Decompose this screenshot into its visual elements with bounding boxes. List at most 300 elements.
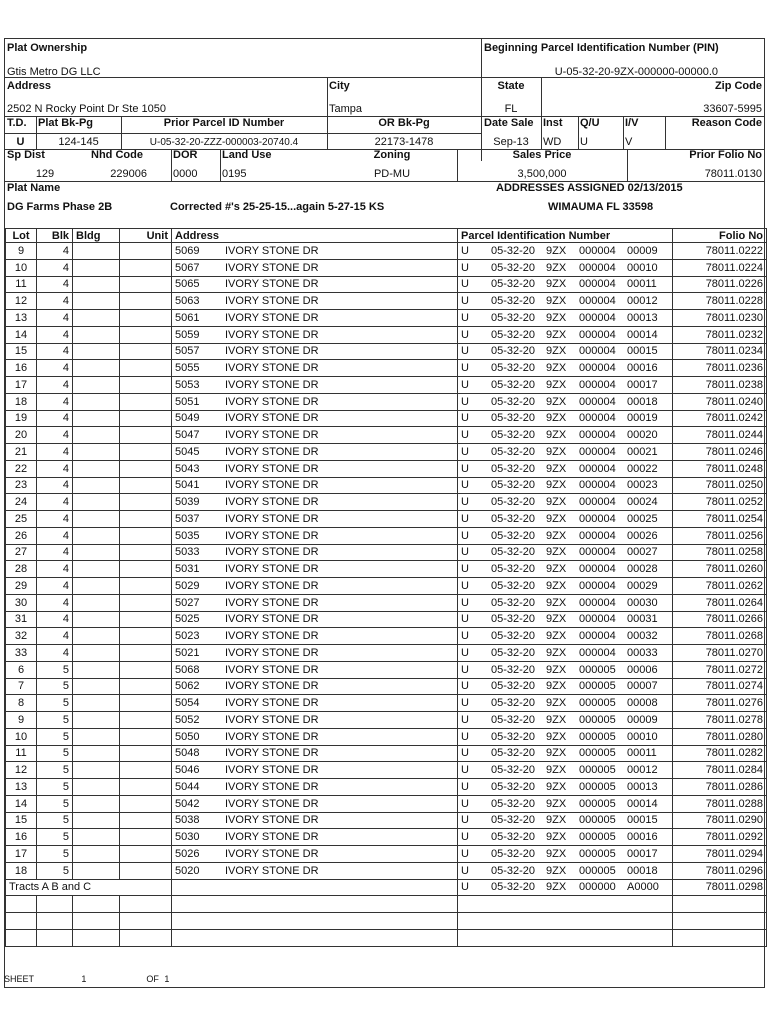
pin-cell [458, 310, 673, 327]
bldg-cell [73, 427, 120, 444]
street-name: IVORY STONE DR [225, 244, 319, 257]
blk-cell: 4 [37, 494, 73, 511]
bldg-cell [73, 812, 120, 829]
empty-cell [6, 913, 37, 930]
folio-cell: 78011.0224 [673, 259, 767, 276]
pin-lot: 00023 [627, 479, 658, 492]
street-name: IVORY STONE DR [225, 797, 319, 810]
blk-cell: 4 [37, 377, 73, 394]
pin-cell [458, 460, 673, 477]
lot-cell: 18 [6, 862, 37, 879]
pin-cell [458, 276, 673, 293]
pin-td: U [461, 596, 469, 609]
address-cell [172, 243, 458, 260]
empty-cell [172, 913, 458, 930]
pin-td: U [461, 512, 469, 525]
pin-cell [458, 846, 673, 863]
sheet-number: 1 [81, 974, 87, 984]
table-row [6, 762, 767, 779]
blk-cell: 4 [37, 310, 73, 327]
address-number: 5065 [175, 278, 200, 291]
table-row [6, 745, 767, 762]
bldg-cell [73, 594, 120, 611]
bldg-cell [73, 259, 120, 276]
blk-cell: 4 [37, 259, 73, 276]
pin-section: 05-32-20 [491, 764, 536, 777]
pin-td: U [461, 261, 469, 274]
bldg-cell [73, 477, 120, 494]
pin-section: 05-32-20 [491, 646, 536, 659]
table-header-row [6, 229, 767, 243]
address-cell [172, 678, 458, 695]
blk-cell: 4 [37, 578, 73, 595]
pin-subdivision: 9ZX [546, 864, 567, 877]
pin-block: 000004 [579, 378, 616, 391]
empty-cell [673, 896, 767, 913]
empty-cell [172, 896, 458, 913]
pin-subdivision: 9ZX [546, 445, 567, 458]
pin-block: 000005 [579, 713, 616, 726]
pin-cell [458, 259, 673, 276]
unit-cell [120, 846, 172, 863]
of-number: 1 [164, 974, 170, 984]
address-cell [172, 762, 458, 779]
pin-cell [458, 393, 673, 410]
pin-subdivision: 9ZX [546, 730, 567, 743]
bldg-cell [73, 527, 120, 544]
pin-subdivision: 9ZX [546, 680, 567, 693]
empty-cell [37, 913, 73, 930]
table-row [6, 594, 767, 611]
pin-lot: 00021 [627, 445, 658, 458]
of-label: OF [146, 974, 159, 984]
address-cell [172, 645, 458, 662]
folio-cell: 78011.0290 [673, 812, 767, 829]
street-name: IVORY STONE DR [225, 328, 319, 341]
pin-section: 05-32-20 [491, 529, 536, 542]
address-number: 5045 [175, 445, 200, 458]
pin-lot: 00022 [627, 462, 658, 475]
address-number: 5023 [175, 630, 200, 643]
unit-cell [120, 661, 172, 678]
folio-cell: 78011.0292 [673, 829, 767, 846]
bldg-cell [73, 494, 120, 511]
pin-section: 05-32-20 [491, 697, 536, 710]
zip-label: Zip Code [714, 80, 762, 92]
unit-cell [120, 745, 172, 762]
unit-cell [120, 728, 172, 745]
empty-cell [120, 896, 172, 913]
lot-cell: 22 [6, 460, 37, 477]
folio-cell: 78011.0246 [673, 444, 767, 461]
pin-td: U [461, 546, 469, 559]
folio-cell: 78011.0238 [673, 377, 767, 394]
pin-td: U [461, 395, 469, 408]
pin-lot: 00009 [627, 713, 658, 726]
pin-subdivision: 9ZX [546, 780, 567, 793]
address-cell [172, 343, 458, 360]
pin-section: 05-32-20 [491, 479, 536, 492]
lot-cell: 17 [6, 846, 37, 863]
pin-cell [458, 745, 673, 762]
address-number: 5042 [175, 797, 200, 810]
folio-cell: 78011.0228 [673, 293, 767, 310]
blk-cell: 4 [37, 594, 73, 611]
unit-cell [120, 628, 172, 645]
pin-lot: 00032 [627, 630, 658, 643]
pin-section: 05-32-20 [491, 295, 536, 308]
pin-subdivision: 9ZX [546, 479, 567, 492]
owner-zip: 33607-5995 [703, 103, 762, 115]
pin-section: 05-32-20 [491, 730, 536, 743]
table-row [6, 511, 767, 528]
pin-cell [458, 661, 673, 678]
lot-cell: 27 [6, 544, 37, 561]
lot-cell: 25 [6, 511, 37, 528]
lot-cell: 21 [6, 444, 37, 461]
pin-block: 000005 [579, 831, 616, 844]
pin-cell [458, 645, 673, 662]
address-cell [172, 661, 458, 678]
col-pin-header: Parcel Identification Number [458, 229, 673, 243]
pin-block: 000004 [579, 311, 616, 324]
pin-td: U [461, 311, 469, 324]
lot-cell: 17 [6, 377, 37, 394]
pin-block: 000005 [579, 780, 616, 793]
pin-subdivision: 9ZX [546, 529, 567, 542]
pin-subdivision: 9ZX [546, 596, 567, 609]
bldg-cell [73, 695, 120, 712]
pin-cell [458, 594, 673, 611]
bldg-cell [73, 310, 120, 327]
address-number: 5026 [175, 847, 200, 860]
pin-block: 000004 [579, 529, 616, 542]
empty-cell [458, 913, 673, 930]
table-row [6, 243, 767, 260]
folio-cell: 78011.0298 [673, 879, 767, 896]
pin-section: 05-32-20 [491, 797, 536, 810]
table-row [6, 460, 767, 477]
unit-cell [120, 259, 172, 276]
bldg-cell [73, 678, 120, 695]
address-cell [172, 578, 458, 595]
table-row [6, 444, 767, 461]
bldg-cell [73, 745, 120, 762]
address-cell [172, 494, 458, 511]
street-name: IVORY STONE DR [225, 764, 319, 777]
folio-cell: 78011.0250 [673, 477, 767, 494]
pin-section: 05-32-20 [491, 462, 536, 475]
unit-cell [120, 795, 172, 812]
city-state-zip: WIMAUMA FL 33598 [548, 201, 654, 213]
col-unit-header: Unit [120, 229, 172, 243]
address-number: 5029 [175, 579, 200, 592]
pin-section: 05-32-20 [491, 378, 536, 391]
pin-td: U [461, 780, 469, 793]
lot-cell: 12 [6, 762, 37, 779]
pin-section: 05-32-20 [491, 496, 536, 509]
pin-subdivision: 9ZX [546, 663, 567, 676]
qu-value: U [580, 136, 588, 148]
pin-cell [458, 377, 673, 394]
pin-subdivision: 9ZX [546, 278, 567, 291]
plat-bkpg-label: Plat Bk-Pg [38, 117, 94, 129]
pin-subdivision: 9ZX [546, 646, 567, 659]
pin-cell [458, 544, 673, 561]
pin-block: 000005 [579, 730, 616, 743]
plat-sheet [4, 38, 765, 988]
blk-cell: 4 [37, 293, 73, 310]
table-row [6, 494, 767, 511]
address-number: 5061 [175, 311, 200, 324]
blk-cell: 5 [37, 779, 73, 796]
table-row [6, 695, 767, 712]
table-row [6, 561, 767, 578]
parcel-table [5, 228, 767, 947]
pin-td: U [461, 663, 469, 676]
street-name: IVORY STONE DR [225, 831, 319, 844]
pin-cell [458, 427, 673, 444]
table-row [6, 544, 767, 561]
pin-section: 05-32-20 [491, 261, 536, 274]
lot-cell: 12 [6, 293, 37, 310]
street-name: IVORY STONE DR [225, 780, 319, 793]
table-row [6, 712, 767, 729]
pin-lot: 00017 [627, 847, 658, 860]
address-cell [172, 829, 458, 846]
pin-cell [458, 695, 673, 712]
pin-td: U [461, 412, 469, 425]
col-bldg-header: Bldg [73, 229, 120, 243]
pin-td: U [461, 797, 469, 810]
pin-section: 05-32-20 [491, 412, 536, 425]
pin-lot: 00016 [627, 831, 658, 844]
folio-cell: 78011.0276 [673, 695, 767, 712]
street-name: IVORY STONE DR [225, 579, 319, 592]
address-number: 5069 [175, 244, 200, 257]
lot-cell: 16 [6, 360, 37, 377]
pin-section: 05-32-20 [491, 311, 536, 324]
pin-section: 05-32-20 [491, 847, 536, 860]
empty-cell [673, 913, 767, 930]
bldg-cell [73, 762, 120, 779]
pin-subdivision: 9ZX [546, 546, 567, 559]
table-row [6, 310, 767, 327]
empty-cell [673, 929, 767, 946]
land-use-value: 0195 [222, 168, 247, 180]
folio-cell: 78011.0280 [673, 728, 767, 745]
address-cell [172, 444, 458, 461]
folio-cell: 78011.0254 [673, 511, 767, 528]
correction-note: Corrected #'s 25-25-15...again 5-27-15 KS [170, 201, 385, 213]
table-row [6, 527, 767, 544]
blk-cell: 5 [37, 728, 73, 745]
lot-cell: 11 [6, 276, 37, 293]
address-cell [172, 276, 458, 293]
unit-cell [120, 678, 172, 695]
blk-cell: 4 [37, 444, 73, 461]
col-blk-header: Blk [37, 229, 73, 243]
address-cell [172, 594, 458, 611]
date-sale-value: Sep-13 [493, 136, 529, 148]
street-name: IVORY STONE DR [225, 697, 319, 710]
street-name: IVORY STONE DR [225, 713, 319, 726]
address-number: 5027 [175, 596, 200, 609]
unit-cell [120, 594, 172, 611]
lot-cell: 13 [6, 779, 37, 796]
pin-lot: 00029 [627, 579, 658, 592]
pin-cell [458, 678, 673, 695]
sales-price-label: Sales Price [512, 149, 572, 161]
pin-block: 000004 [579, 646, 616, 659]
table-row [6, 578, 767, 595]
address-number: 5025 [175, 613, 200, 626]
bldg-cell [73, 293, 120, 310]
bldg-cell [73, 712, 120, 729]
address-cell [172, 410, 458, 427]
address-cell [172, 795, 458, 812]
table-row [6, 862, 767, 879]
pin-td: U [461, 445, 469, 458]
street-name: IVORY STONE DR [225, 311, 319, 324]
pin-subdivision: 9ZX [546, 345, 567, 358]
unit-cell [120, 360, 172, 377]
blk-cell: 4 [37, 628, 73, 645]
bldg-cell [73, 444, 120, 461]
address-number: 5057 [175, 345, 200, 358]
pin-cell [458, 879, 673, 896]
street-name: IVORY STONE DR [225, 479, 319, 492]
unit-cell [120, 695, 172, 712]
lot-cell: 15 [6, 343, 37, 360]
blk-cell: 4 [37, 477, 73, 494]
table-row [6, 779, 767, 796]
or-bkpg-label: OR Bk-Pg [378, 117, 430, 129]
inst-label: Inst [543, 117, 563, 129]
empty-cell [120, 929, 172, 946]
table-row [6, 410, 767, 427]
blk-cell: 4 [37, 243, 73, 260]
pin-block: 000004 [579, 345, 616, 358]
street-name: IVORY STONE DR [225, 847, 319, 860]
bldg-cell [73, 276, 120, 293]
td-value: U [16, 136, 25, 148]
lot-cell: 8 [6, 695, 37, 712]
address-cell [172, 745, 458, 762]
owner-name: Gtis Metro DG LLC [7, 66, 101, 78]
pin-lot: 00020 [627, 429, 658, 442]
lot-cell: 28 [6, 561, 37, 578]
bldg-cell [73, 343, 120, 360]
pin-cell [458, 795, 673, 812]
address-cell [172, 779, 458, 796]
table-row [6, 276, 767, 293]
empty-row [6, 913, 767, 930]
address-number: 5038 [175, 814, 200, 827]
plat-name-label: Plat Name [7, 182, 61, 194]
pin-block: 000004 [579, 244, 616, 257]
address-number: 5031 [175, 563, 200, 576]
pin-lot: 00008 [627, 697, 658, 710]
plat-bkpg-value: 124-145 [58, 136, 99, 148]
table-row [6, 393, 767, 410]
pin-block: 000004 [579, 596, 616, 609]
pin-subdivision: 9ZX [546, 847, 567, 860]
state-label: State [497, 80, 525, 92]
folio-cell: 78011.0282 [673, 745, 767, 762]
blk-cell: 4 [37, 511, 73, 528]
bldg-cell [73, 645, 120, 662]
blk-cell: 4 [37, 410, 73, 427]
folio-cell: 78011.0274 [673, 678, 767, 695]
street-name: IVORY STONE DR [225, 378, 319, 391]
pin-subdivision: 9ZX [546, 429, 567, 442]
empty-cell [37, 929, 73, 946]
qu-label: Q/U [580, 117, 600, 129]
address-number: 5049 [175, 412, 200, 425]
bldg-cell [73, 393, 120, 410]
unit-cell [120, 561, 172, 578]
tract-label: Tracts A B and C [6, 879, 172, 896]
unit-cell [120, 511, 172, 528]
pin-block: 000005 [579, 814, 616, 827]
blk-cell: 5 [37, 829, 73, 846]
unit-cell [120, 812, 172, 829]
pin-td: U [461, 345, 469, 358]
blk-cell: 5 [37, 712, 73, 729]
address-cell [172, 728, 458, 745]
owner-state: FL [504, 103, 518, 115]
pin-block: 000004 [579, 261, 616, 274]
bldg-cell [73, 661, 120, 678]
street-name: IVORY STONE DR [225, 563, 319, 576]
empty-row [6, 896, 767, 913]
address-label: Address [7, 80, 52, 92]
pin-td: U [461, 295, 469, 308]
folio-cell: 78011.0230 [673, 310, 767, 327]
blk-cell: 4 [37, 393, 73, 410]
address-number: 5062 [175, 680, 200, 693]
table-row [6, 427, 767, 444]
street-name: IVORY STONE DR [225, 429, 319, 442]
pin-subdivision: 9ZX [546, 362, 567, 375]
pin-cell [458, 779, 673, 796]
dor-value: 0000 [173, 168, 198, 180]
pin-block: 000005 [579, 764, 616, 777]
pin-lot: 00010 [627, 261, 658, 274]
lot-cell: 6 [6, 661, 37, 678]
table-row [6, 728, 767, 745]
pin-cell [458, 561, 673, 578]
unit-cell [120, 611, 172, 628]
pin-block: 000004 [579, 328, 616, 341]
pin-block: 000004 [579, 445, 616, 458]
bldg-cell [73, 846, 120, 863]
owner-city: Tampa [329, 103, 363, 115]
pin-lot: 00025 [627, 512, 658, 525]
pin-td: U [461, 730, 469, 743]
street-name: IVORY STONE DR [225, 512, 319, 525]
bldg-cell [73, 728, 120, 745]
pin-td: U [461, 362, 469, 375]
pin-td: U [461, 244, 469, 257]
pin-section: 05-32-20 [491, 814, 536, 827]
table-row [6, 477, 767, 494]
pin-section: 05-32-20 [491, 613, 536, 626]
pin-lot: 00017 [627, 378, 658, 391]
blk-cell: 4 [37, 460, 73, 477]
unit-cell [120, 310, 172, 327]
